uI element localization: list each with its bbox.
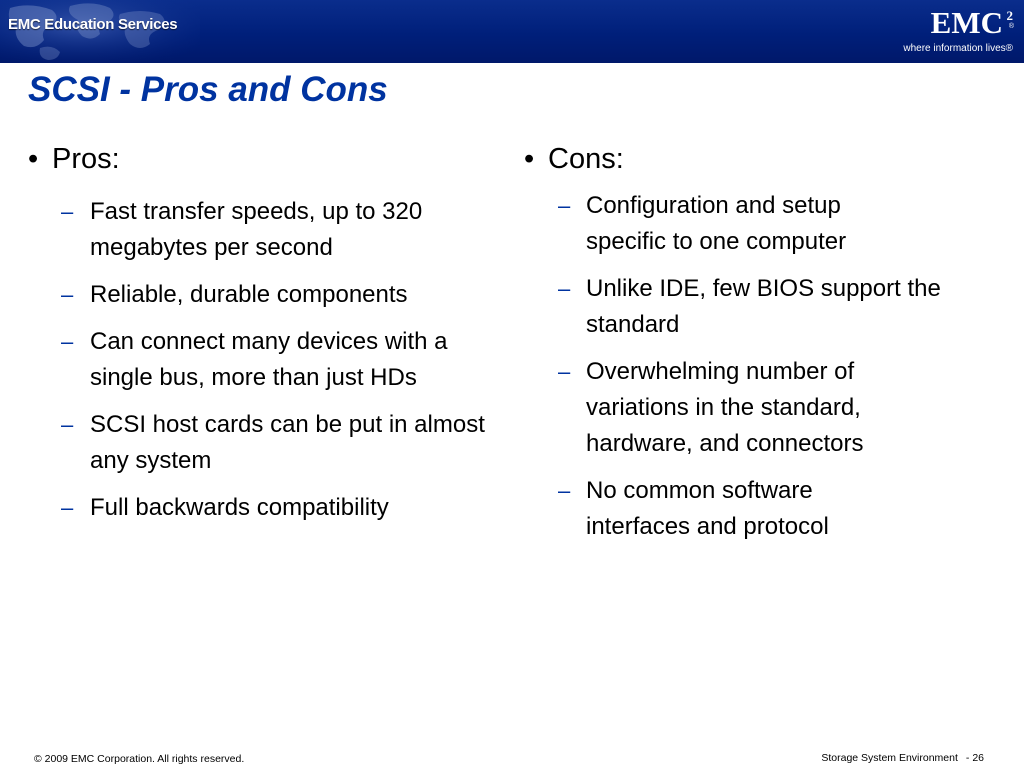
list-item <box>61 490 508 526</box>
logo-tagline: where information lives® <box>903 43 1013 54</box>
logo-superscript: 2 <box>1006 8 1013 23</box>
list-item-text: SCSI host cards can be put in almost any system <box>90 411 485 474</box>
list-item <box>558 271 1004 343</box>
header-banner <box>0 0 1024 63</box>
dash-icon: – <box>61 199 74 224</box>
footer-copyright: © 2009 EMC Corporation. All rights reserved. <box>34 753 245 765</box>
list-item <box>558 188 1004 260</box>
list-item-text: Overwhelming number of variations in the standard, hardware, and connectors <box>586 358 864 457</box>
list-item-text: Can connect many devices with a single bus, more than just HDs <box>90 328 448 391</box>
dash-icon: – <box>558 359 571 384</box>
list-item-text: No common software interfaces and protocol <box>586 477 829 540</box>
list-item-text: Configuration and setup specific to one computer <box>586 192 847 255</box>
list-item-text: Unlike IDE, few BIOS support the standard <box>586 275 941 338</box>
dash-icon: – <box>558 478 571 503</box>
logo-registered-mark: ® <box>1008 23 1014 30</box>
page-number: - 26 <box>965 752 984 764</box>
bullet-icon: • <box>28 143 39 175</box>
list-item <box>61 324 508 396</box>
list-item <box>61 194 508 266</box>
banner-title: EMC Education Services <box>8 16 178 33</box>
list-item <box>61 277 508 313</box>
dash-icon: – <box>61 412 74 437</box>
cons-heading-label: Cons: <box>548 143 624 175</box>
pros-heading <box>28 142 508 176</box>
pros-list <box>61 194 508 526</box>
list-item <box>558 354 1004 462</box>
footer-section-name: Storage System Environment <box>821 752 958 764</box>
dash-icon: – <box>61 282 74 307</box>
bullet-icon: • <box>524 143 535 175</box>
cons-heading <box>524 142 1004 176</box>
dash-icon: – <box>61 495 74 520</box>
list-item <box>558 473 1004 545</box>
pros-heading-label: Pros: <box>52 143 120 175</box>
cons-column <box>524 142 1004 556</box>
list-item-text: Fast transfer speeds, up to 320 megabytes per second <box>90 198 423 261</box>
slide-title: SCSI - Pros and Cons <box>28 70 388 109</box>
cons-list <box>558 188 1004 545</box>
footer-page-info <box>821 752 984 764</box>
dash-icon: – <box>558 193 571 218</box>
dash-icon: – <box>61 329 74 354</box>
list-item <box>61 407 508 479</box>
list-item-text: Reliable, durable components <box>90 281 408 308</box>
pros-column <box>28 142 508 537</box>
list-item-text: Full backwards compatibility <box>90 494 389 521</box>
logo-wordmark: EMC <box>930 5 1003 40</box>
dash-icon: – <box>558 276 571 301</box>
emc-logo <box>897 2 1021 60</box>
